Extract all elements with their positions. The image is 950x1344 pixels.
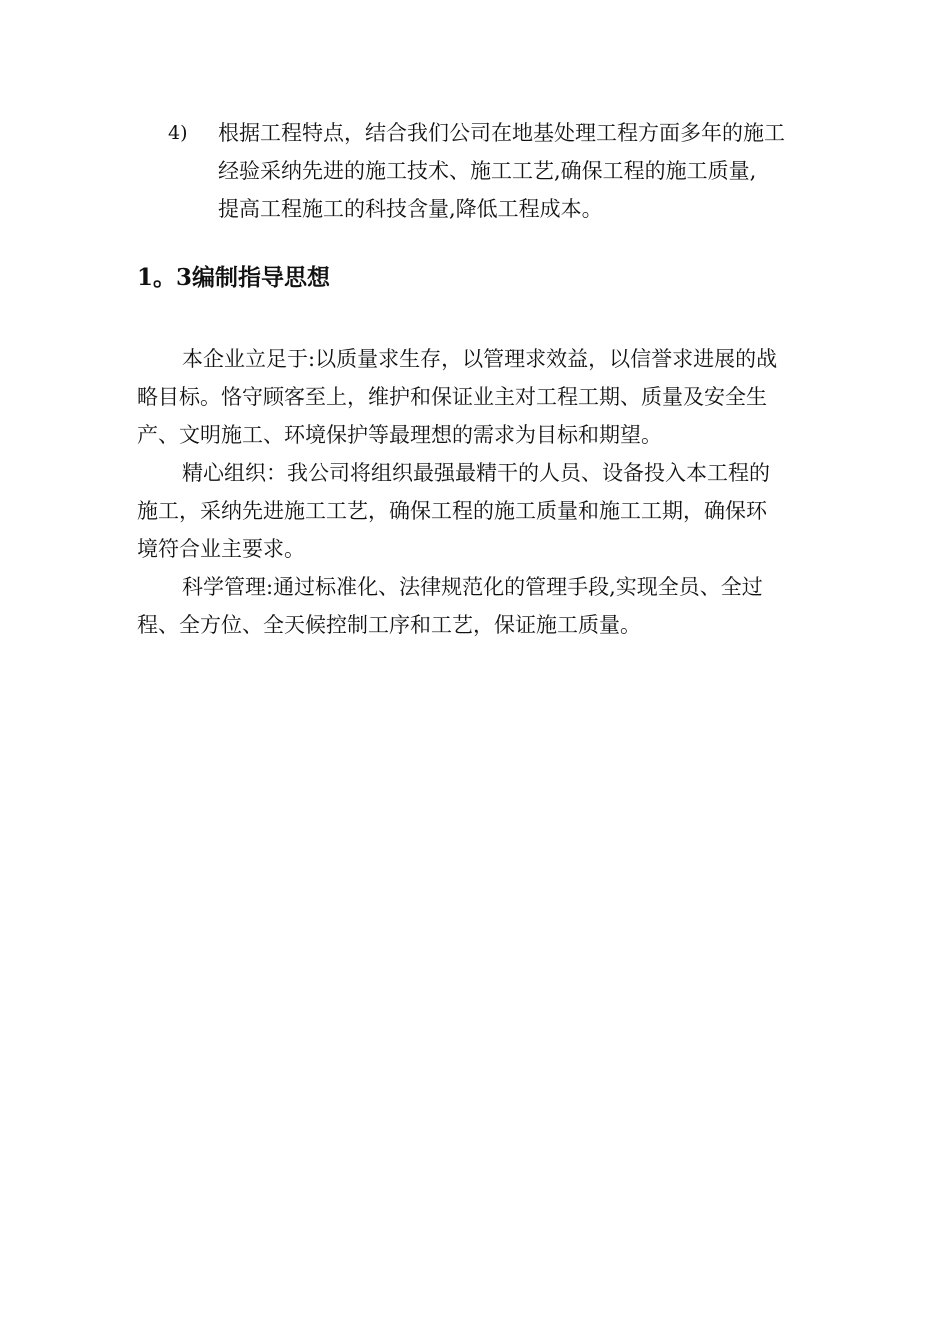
paragraph-line: 产、文明施工、环境保护等最理想的需求为目标和期望。 <box>137 423 662 447</box>
paragraph-line: 本企业立足于:以质量求生存，以管理求效益，以信誉求进展的战 <box>182 347 778 371</box>
list-item-line: 提高工程施工的科技含量,降低工程成本。 <box>218 197 603 221</box>
paragraph-line: 施工，采纳先进施工工艺，确保工程的施工质量和施工工期，确保环 <box>137 499 767 523</box>
paragraph-line: 略目标。恪守顾客至上，维护和保证业主对工程工期、质量及安全生 <box>137 385 767 409</box>
paragraph-line: 程、全方位、全天候控制工序和工艺，保证施工质量。 <box>137 613 641 637</box>
section-heading: 1。3编制指导思想 <box>137 264 331 291</box>
paragraph-line: 科学管理:通过标准化、法律规范化的管理手段,实现全员、全过 <box>182 575 763 599</box>
list-item-line: 经验采纳先进的施工技术、施工工艺,确保工程的施工质量, <box>218 159 757 183</box>
list-marker: 4) <box>168 122 188 144</box>
list-item-line: 根据工程特点，结合我们公司在地基处理工程方面多年的施工 <box>218 121 785 145</box>
paragraph-line: 精心组织：我公司将组织最强最精干的人员、设备投入本工程的 <box>182 461 770 485</box>
paragraph-line: 境符合业主要求。 <box>137 537 305 561</box>
